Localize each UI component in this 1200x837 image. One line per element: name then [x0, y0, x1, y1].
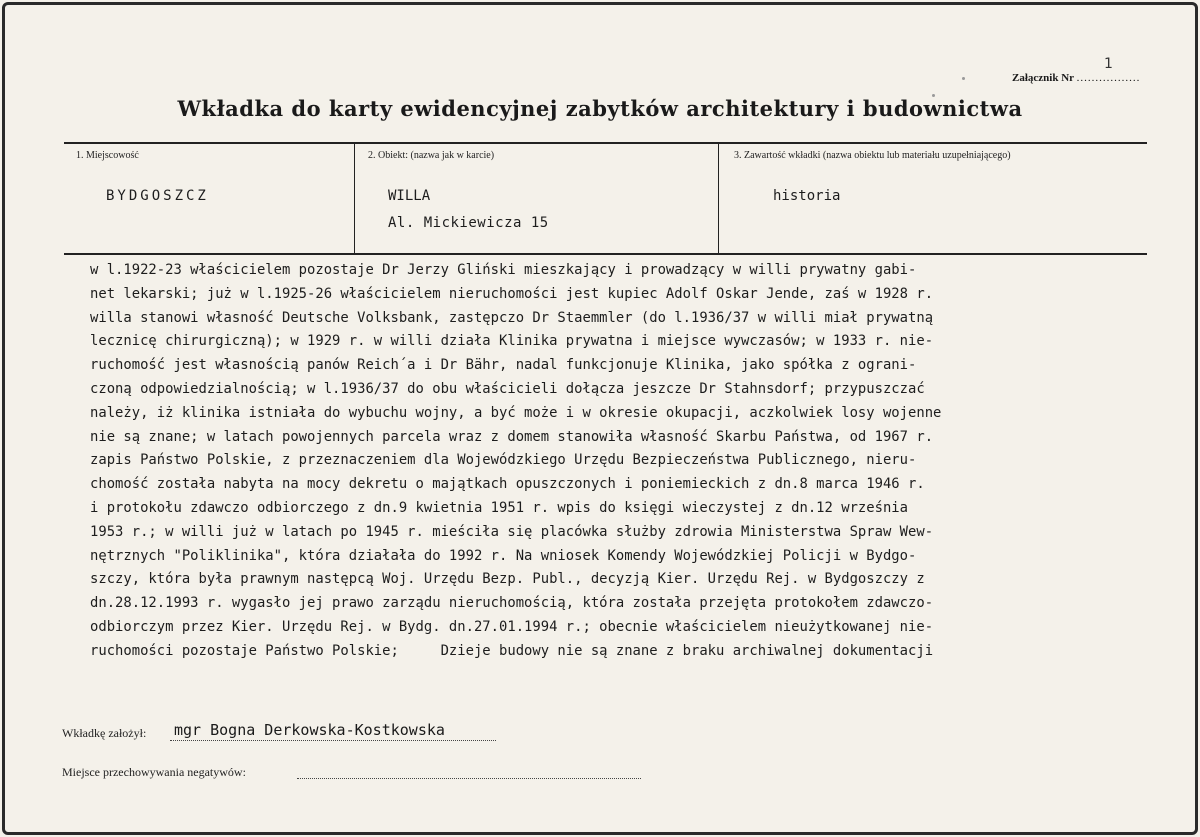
author-label: Wkładkę założył: [62, 726, 147, 740]
history-text-line: czoną odpowiedzialnością; w l.1936/37 do obu właścicieli dołącza jeszcze Dr Stahnsdorf; przypuszczać [90, 380, 925, 397]
negatives-dotted-line [297, 778, 641, 779]
column-divider [718, 143, 719, 253]
history-text-line: i protokołu zdawczo odbiorczego z dn.9 kwietnia 1951 r. wpis do księgi wieczystej z dn.12 września [90, 499, 908, 516]
page-number: 1 [1104, 56, 1113, 72]
history-text [90, 259, 1120, 664]
history-text-line: nie są znane; w latach powojennych parcela wraz z domem stanowiła własność Skarbu Państwa, od 1967 r. [90, 428, 934, 445]
author-dotted-line [170, 740, 496, 741]
history-text-line: w l.1922-23 właścicielem pozostaje Dr Jerzy Gliński mieszkający i prowadzący w willi prywatny gabi- [90, 262, 917, 278]
paper-speck [962, 77, 965, 80]
header-top-rule [64, 142, 1147, 144]
history-text-line: 1953 r.; w willi już w latach po 1945 r. mieściła się placówka służby zdrowia Ministerstwa Spraw Wew- [90, 523, 934, 540]
history-text-line: chomość została nabyta na mocy dekretu o majątkach opuszczonych i poniemieckich z dn.8 marca 1946 r. [90, 476, 925, 493]
document-title: Wkładka do karty ewidencyjnej zabytków architektury i budownictwa [177, 96, 1023, 121]
annex-number [1012, 72, 1140, 84]
history-text-line: nętrznych "Poliklinika", która działała do 1992 r. Na wniosek Komendy Wojewódzkiej Policji w Bydgo- [90, 547, 917, 564]
history-text-line: willa stanowi własność Deutsche Volksbank, zastępczo Dr Staemmler (do l.1936/37 w willi miał prywatną [90, 309, 934, 326]
negatives-location-label: Miejsce przechowywania negatywów: [62, 765, 246, 779]
object-value-name: WILLA [388, 188, 431, 204]
history-text-line: lecznicę chirurgiczną); w 1929 r. w willi działa Klinika prywatna i miejsce wywczasów; w 1933 r. nie- [90, 333, 934, 350]
annex-dots: ................. [1076, 72, 1141, 84]
locality-label: 1. Miejscowość [76, 150, 139, 161]
history-text-line: ruchomości pozostaje Państwo Polskie; Dzieje budowy nie są znane z braku archiwalnej dokumentacji [90, 642, 934, 659]
content-label: 3. Zawartość wkładki (nazwa obiektu lub materiału uzupełniającego) [734, 150, 1011, 161]
history-text-line: ruchomość jest własnością panów Reich´a i Dr Bähr, nadal funkcjonuje Klinika, jako spółka z ograni- [90, 357, 917, 374]
column-divider [354, 143, 355, 253]
object-label: 2. Obiekt: (nazwa jak w karcie) [368, 150, 495, 161]
annex-label: Załącznik Nr [1012, 72, 1074, 84]
history-text-line: dn.28.12.1993 r. wygasło jej prawo zarządu nieruchomością, która została przejęta protokołem zdawczo- [90, 595, 934, 612]
object-value-address: Al. Mickiewicza 15 [388, 215, 549, 231]
header-bottom-rule [64, 253, 1147, 255]
history-text-line: zapis Państwo Polskie, z przeznaczeniem dla Wojewódzkiego Urzędu Bezpieczeństwa Publicznego, nieru- [90, 452, 917, 469]
history-text-line: szczy, która była prawnym następcą Woj. Urzędu Bezp. Publ., decyzją Kier. Urzędu Rej. w Bydgoszczy z [90, 571, 925, 588]
content-value: historia [773, 188, 841, 204]
locality-value: BYDGOSZCZ [106, 188, 209, 204]
history-text-line: należy, iż klinika istniała do wybuchu wojny, a być może i w okresie okupacji, aczkolwiek losy wojenne [90, 404, 942, 421]
history-text-line: net lekarski; już w l.1925-26 właścicielem nieruchomości jest kupiec Adolf Oskar Jende, zaś w 1928 r. [90, 285, 934, 302]
history-text-line: odbiorczym przez Kier. Urzędu Rej. w Bydg. dn.27.01.1994 r.; obecnie właścicielem nieużytkowanej nie- [90, 618, 934, 635]
author-value: mgr Bogna Derkowska-Kostkowska [174, 721, 445, 739]
